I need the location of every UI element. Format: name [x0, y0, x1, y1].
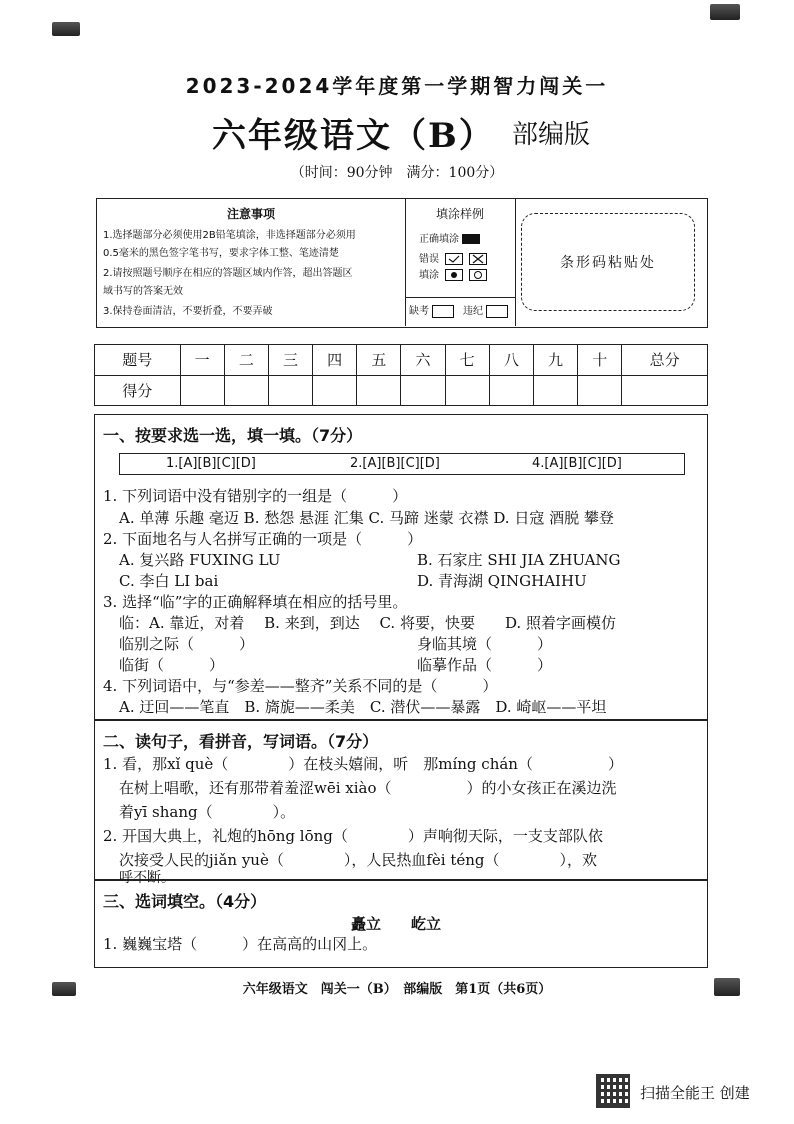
violation-slot[interactable] — [486, 305, 508, 318]
word-choices: 矗立 屹立 — [351, 915, 442, 933]
question-2-option-d: D. 青海湖 QINGHAIHU — [417, 572, 587, 590]
score-header-cell: 总分 — [622, 345, 708, 376]
fill-sample-panel — [405, 199, 516, 326]
absent-label: 缺考 — [409, 306, 429, 317]
score-header-cell: 六 — [401, 345, 445, 376]
score-cell[interactable] — [489, 375, 533, 406]
fill-question-1: 1. 巍巍宝塔（ ）在高高的山冈上。 — [103, 935, 378, 953]
barcode-area — [521, 213, 695, 311]
question-2: 2. 下面地名与人名拼写正确的一项是（ ） — [103, 530, 423, 548]
answer-bubbles-q4[interactable]: 4.[A][B][C][D] — [532, 456, 622, 471]
registration-mark-top-left — [52, 22, 80, 36]
notice-line: 1.选择题部分必须使用2B铅笔填涂，非选择题部分必须用 — [103, 230, 356, 241]
fill-sample-correct — [419, 231, 480, 249]
page-footer: 六年级语文 闯关一（B） 部编版 第1页（共6页） — [242, 982, 552, 997]
score-cell[interactable] — [180, 375, 224, 406]
section-2 — [94, 720, 708, 886]
score-header-cell: 十 — [578, 345, 622, 376]
score-cell[interactable] — [533, 375, 577, 406]
score-header-cell: 七 — [445, 345, 489, 376]
exam-time-score: （时间：90分钟 满分：100分） — [290, 165, 504, 181]
info-block — [96, 198, 708, 328]
absent-slot[interactable] — [432, 305, 454, 318]
score-header-cell: 九 — [533, 345, 577, 376]
notice-line: 域书写的答案无效 — [103, 286, 183, 297]
fill-sample-wrong-label: 错误 — [419, 254, 439, 265]
notice-line: 0.5毫米的黑色签字笔书写，要求字体工整、笔迹清楚 — [103, 248, 339, 259]
score-table-header-row — [95, 345, 708, 376]
score-header-cell: 一 — [180, 345, 224, 376]
question-3-item-3: 临街（ ） — [119, 656, 225, 674]
score-cell[interactable] — [622, 375, 708, 406]
score-cell[interactable] — [268, 375, 312, 406]
notice-line: 2.请按照题号顺序在相应的答题区域内作答，超出答题区 — [103, 268, 353, 279]
fill-sample-title: 填涂样例 — [435, 207, 484, 221]
score-header-cell: 五 — [357, 345, 401, 376]
qr-code-icon — [596, 1074, 630, 1108]
question-3-item-2: 身临其境（ ） — [417, 635, 553, 653]
pinyin-line-3: 着yī shang（ ）。 — [119, 803, 296, 821]
notice-line: 3.保持卷面清洁，不要折叠，不要弄破 — [103, 306, 273, 317]
question-4-options: A. 迂回——笔直 B. 旖旎——柔美 C. 潜伏——暴露 D. 崎岖——平坦 — [119, 698, 607, 716]
exam-version: 部编版 — [512, 120, 591, 150]
pinyin-line-1: 1. 看，那xǐ què（ ）在枝头嬉闹，听 那míng chán（ ） — [103, 755, 623, 773]
score-header-cell: 二 — [224, 345, 268, 376]
absent-marker — [409, 303, 454, 321]
registration-mark-top-right — [710, 4, 740, 20]
score-cell[interactable] — [313, 375, 357, 406]
section-3 — [94, 880, 708, 968]
question-3-item-4: 临摹作品（ ） — [417, 656, 553, 674]
question-2-option-c: C. 李白 LI bai — [119, 572, 219, 590]
absent-violation-row — [405, 297, 515, 327]
score-table — [94, 344, 708, 406]
score-header-cell: 八 — [489, 345, 533, 376]
pinyin-line-2: 在树上唱歌，还有那带着羞涩wēi xiào（ ）的小女孩正在溪边洗 — [119, 779, 617, 797]
score-row-label: 得分 — [95, 375, 181, 406]
violation-marker — [463, 303, 508, 321]
question-3-item-1: 临别之际（ ） — [119, 635, 255, 653]
violation-label: 违纪 — [463, 306, 483, 317]
exam-main-title: 六年级语文（B） — [212, 116, 495, 156]
answer-bubbles-q1[interactable]: 1.[A][B][C][D] — [166, 456, 256, 471]
section-1-title: 一、按要求选一选，填一填。（7分） — [103, 426, 363, 445]
notice-panel — [97, 199, 406, 326]
score-cell[interactable] — [401, 375, 445, 406]
fill-sample-correct-label: 正确填涂 — [419, 234, 459, 245]
check-box-icon — [445, 253, 463, 265]
pinyin-line-5: 次接受人民的jiǎn yuè（ ），人民热血fèi téng（ ），欢 — [119, 851, 597, 869]
score-table-score-row — [95, 375, 708, 406]
score-cell[interactable] — [224, 375, 268, 406]
circle-box-icon — [469, 269, 487, 281]
answer-bubble-row — [119, 453, 685, 475]
score-cell[interactable] — [357, 375, 401, 406]
question-3: 3. 选择“临”字的正确解释填在相应的括号里。 — [103, 593, 408, 611]
question-1: 1. 下列词语中没有错别字的一组是（ ） — [103, 487, 408, 505]
question-2-option-b: B. 石家庄 SHI JIA ZHUANG — [417, 551, 621, 569]
answer-bubbles-q2[interactable]: 2.[A][B][C][D] — [350, 456, 440, 471]
exam-year-title: 2023-2024学年度第一学期智力闯关一 — [185, 74, 609, 98]
barcode-label: 条形码粘贴处 — [560, 255, 656, 271]
question-2-option-a: A. 复兴路 FUXING LU — [119, 551, 281, 569]
section-3-title: 三、选词填空。（4分） — [103, 892, 267, 911]
score-cell[interactable] — [578, 375, 622, 406]
cross-box-icon — [469, 253, 487, 265]
dot-box-icon — [445, 269, 463, 281]
pinyin-line-6: 呼不断。 — [119, 870, 175, 886]
scanner-watermark: 扫描全能王 创建 — [640, 1084, 750, 1102]
score-header-cell: 题号 — [95, 345, 181, 376]
filled-box-icon — [462, 234, 480, 244]
score-cell[interactable] — [445, 375, 489, 406]
fill-sample-wrong-2 — [419, 267, 487, 285]
pinyin-line-4: 2. 开国大典上，礼炮的hōng lōng（ ）声响彻天际，一支支部队依 — [103, 827, 603, 845]
question-3-definitions: 临：A. 靠近，对着 B. 来到，到达 C. 将要，快要 D. 照着字画模仿 — [119, 614, 616, 632]
notice-title: 注意事项 — [226, 207, 275, 221]
fill-sample-wrong2-label: 填涂 — [419, 270, 439, 281]
score-header-cell: 四 — [313, 345, 357, 376]
section-2-title: 二、读句子，看拼音，写词语。（7分） — [103, 732, 379, 751]
question-1-options: A. 单薄 乐趣 毫迈 B. 愁怨 悬涯 汇集 C. 马蹄 迷蒙 衣襟 D. 日寇 酒脱 攀登 — [119, 509, 614, 527]
question-4: 4. 下列词语中，与“参差——整齐”关系不同的是（ ） — [103, 677, 498, 695]
section-1 — [94, 414, 708, 720]
score-header-cell: 三 — [268, 345, 312, 376]
